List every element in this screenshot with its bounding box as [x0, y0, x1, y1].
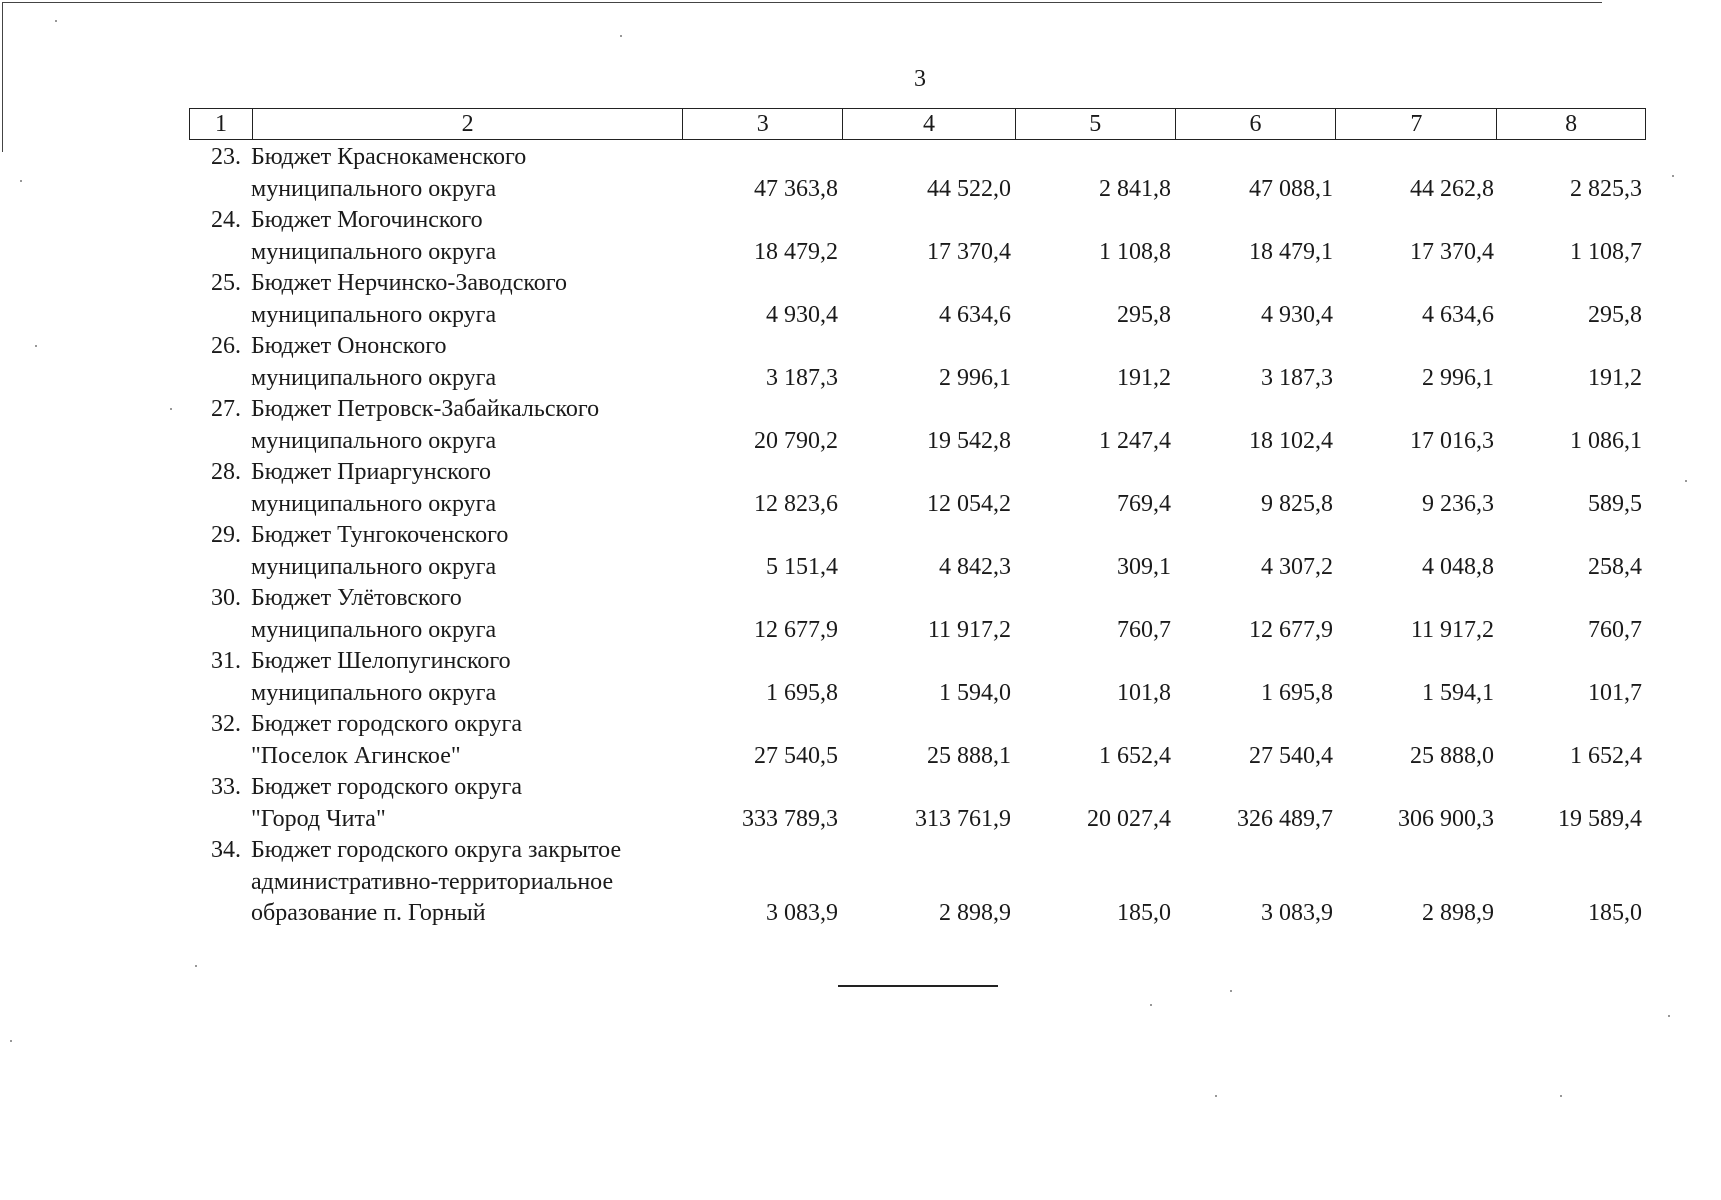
header-cell-1: 1 [190, 109, 253, 139]
cell-col-4: 19 542,8 [927, 427, 1011, 454]
table-header-row [189, 108, 1646, 140]
row-name: Бюджет Нерчинско-Заводского муниципального округа [251, 270, 568, 328]
row-number: 33. [211, 774, 241, 800]
cell-col-5: 1 108,8 [1099, 238, 1171, 265]
cell-col-3: 18 479,2 [754, 238, 838, 265]
row-number: 23. [211, 144, 241, 170]
cell-col-7: 44 262,8 [1410, 175, 1494, 202]
cell-col-7: 17 370,4 [1410, 238, 1494, 265]
header-cell-8: 8 [1565, 111, 1578, 137]
cell-col-4: 11 917,2 [927, 616, 1011, 643]
cell-col-4: 25 888,1 [927, 742, 1011, 769]
cell-col-8: 191,2 [1588, 364, 1642, 391]
table-row [189, 646, 1646, 709]
scan-speck [1685, 480, 1687, 482]
table-row [189, 205, 1646, 268]
cell-col-8: 2 825,3 [1570, 175, 1642, 202]
header-cell-4: 4 [843, 109, 1016, 139]
cell-col-6: 18 479,1 [1249, 238, 1333, 265]
cell-col-6: 12 677,9 [1249, 616, 1333, 643]
row-name: Бюджет Тунгокоченского муниципального округа [251, 522, 509, 580]
scan-speck [1668, 1015, 1670, 1017]
cell-col-3: 20 790,2 [754, 427, 838, 454]
scan-speck [10, 1040, 12, 1042]
cell-col-5: 2 841,8 [1099, 175, 1171, 202]
scan-speck [55, 20, 57, 22]
row-name: Бюджет Ононского муниципального округа [251, 333, 497, 391]
row-number: 24. [211, 207, 241, 233]
cell-col-6: 4 930,4 [1261, 301, 1333, 328]
scan-speck [1230, 990, 1232, 992]
row-number: 28. [211, 459, 241, 485]
cell-col-4: 2 898,9 [939, 900, 1011, 926]
cell-col-7: 1 594,1 [1422, 679, 1494, 706]
cell-col-5: 760,7 [1117, 616, 1171, 643]
table-row [189, 709, 1646, 772]
table-row [189, 394, 1646, 457]
cell-col-7: 9 236,3 [1422, 490, 1494, 517]
cell-col-5: 101,8 [1117, 679, 1171, 706]
row-number: 25. [211, 270, 241, 296]
cell-col-7: 11 917,2 [1410, 616, 1494, 643]
row-name: Бюджет Краснокаменского муниципального округа [251, 144, 527, 202]
cell-col-7: 25 888,0 [1410, 742, 1494, 769]
cell-col-4: 4 634,6 [939, 301, 1011, 328]
cell-col-5: 309,1 [1117, 553, 1171, 580]
header-cell-6: 6 [1176, 109, 1337, 139]
cell-col-6: 9 825,8 [1261, 490, 1333, 517]
cell-col-5: 20 027,4 [1087, 805, 1171, 832]
row-name: Бюджет Приаргунского муниципального округа [251, 459, 497, 517]
cell-col-4: 12 054,2 [927, 490, 1011, 517]
cell-col-5: 185,0 [1117, 900, 1171, 926]
cell-col-5: 1 652,4 [1099, 742, 1171, 769]
cell-col-7: 4 634,6 [1422, 301, 1494, 328]
cell-col-8: 19 589,4 [1558, 805, 1642, 832]
cell-col-3: 5 151,4 [766, 553, 838, 580]
cell-col-7: 306 900,3 [1398, 805, 1494, 832]
cell-col-8: 760,7 [1588, 616, 1642, 643]
cell-col-3: 3 083,9 [766, 900, 838, 926]
cell-col-4: 44 522,0 [927, 175, 1011, 202]
cell-col-3: 12 823,6 [754, 490, 838, 517]
cell-col-6: 3 083,9 [1261, 900, 1333, 926]
cell-col-8: 101,7 [1588, 679, 1642, 706]
cell-col-3: 333 789,3 [742, 805, 838, 832]
row-name: Бюджет Улётовского муниципального округа [251, 585, 497, 643]
table-row [189, 268, 1646, 331]
table-row [189, 835, 1646, 930]
cell-col-6: 47 088,1 [1249, 175, 1333, 202]
table-row [189, 520, 1646, 583]
cell-col-7: 2 898,9 [1422, 900, 1494, 926]
row-name: Бюджет Шелопугинского муниципального округа [251, 648, 511, 706]
row-number: 27. [211, 396, 241, 422]
scan-speck [1672, 175, 1674, 177]
cell-col-3: 27 540,5 [754, 742, 838, 769]
cell-col-3: 12 677,9 [754, 616, 838, 643]
row-name: Бюджет городского округа "Город Чита" [251, 774, 523, 832]
cell-col-6: 18 102,4 [1249, 427, 1333, 454]
cell-col-6: 326 489,7 [1237, 805, 1333, 832]
row-number: 30. [211, 585, 241, 611]
row-number: 34. [211, 837, 241, 863]
page-number: 3 [914, 66, 926, 92]
scan-speck [1560, 1095, 1562, 1097]
table-row [189, 583, 1646, 646]
scan-speck [620, 35, 622, 37]
scan-speck [35, 345, 37, 347]
cell-col-7: 2 996,1 [1422, 364, 1494, 391]
cell-col-6: 27 540,4 [1249, 742, 1333, 769]
row-number: 31. [211, 648, 241, 674]
scan-speck [20, 180, 22, 182]
row-number: 29. [211, 522, 241, 548]
cell-col-6: 1 695,8 [1261, 679, 1333, 706]
cell-col-6: 3 187,3 [1261, 364, 1333, 391]
page-border-left [2, 2, 3, 152]
cell-col-8: 589,5 [1588, 490, 1642, 517]
header-cell-7: 7 [1336, 109, 1497, 139]
cell-col-7: 17 016,3 [1410, 427, 1494, 454]
header-cell-3: 3 [683, 109, 843, 139]
row-number: 32. [211, 711, 241, 737]
cell-col-4: 17 370,4 [927, 238, 1011, 265]
cell-col-4: 2 996,1 [939, 364, 1011, 391]
cell-col-3: 47 363,8 [754, 175, 838, 202]
end-of-table-line [838, 985, 998, 987]
cell-col-4: 1 594,0 [939, 679, 1011, 706]
table-row [189, 457, 1646, 520]
cell-col-3: 3 187,3 [766, 364, 838, 391]
cell-col-5: 191,2 [1117, 364, 1171, 391]
row-number: 26. [211, 333, 241, 359]
row-name: Бюджет городского округа "Поселок Агинское" [251, 711, 523, 769]
header-cell-2: 2 [253, 109, 683, 139]
cell-col-8: 295,8 [1588, 301, 1642, 328]
page-border-top [2, 2, 1602, 3]
cell-col-5: 1 247,4 [1099, 427, 1171, 454]
cell-col-7: 4 048,8 [1422, 553, 1494, 580]
scan-speck [1150, 1004, 1152, 1006]
scan-speck [170, 408, 172, 410]
cell-col-8: 1 086,1 [1570, 427, 1642, 454]
cell-col-8: 1 108,7 [1570, 238, 1642, 265]
cell-col-8: 1 652,4 [1570, 742, 1642, 769]
cell-col-5: 295,8 [1117, 301, 1171, 328]
table-row [189, 142, 1646, 205]
cell-col-5: 769,4 [1117, 490, 1171, 517]
cell-col-3: 1 695,8 [766, 679, 838, 706]
header-cell-5: 5 [1016, 109, 1176, 139]
table-body [189, 142, 1646, 930]
scan-speck [195, 965, 197, 967]
row-name: Бюджет Могочинского муниципального округа [251, 207, 497, 265]
cell-col-8: 258,4 [1588, 553, 1642, 580]
row-name: Бюджет Петровск-Забайкальского муниципального округа [251, 396, 600, 454]
table-row [189, 331, 1646, 394]
row-name: Бюджет городского округа закрытое административно-территориальное образование п. Горный [251, 837, 622, 926]
table-row [189, 772, 1646, 835]
scan-speck [1215, 1095, 1217, 1097]
cell-col-6: 4 307,2 [1261, 553, 1333, 580]
cell-col-4: 313 761,9 [915, 805, 1011, 832]
cell-col-8: 185,0 [1588, 900, 1642, 926]
cell-col-3: 4 930,4 [766, 301, 838, 328]
cell-col-4: 4 842,3 [939, 553, 1011, 580]
